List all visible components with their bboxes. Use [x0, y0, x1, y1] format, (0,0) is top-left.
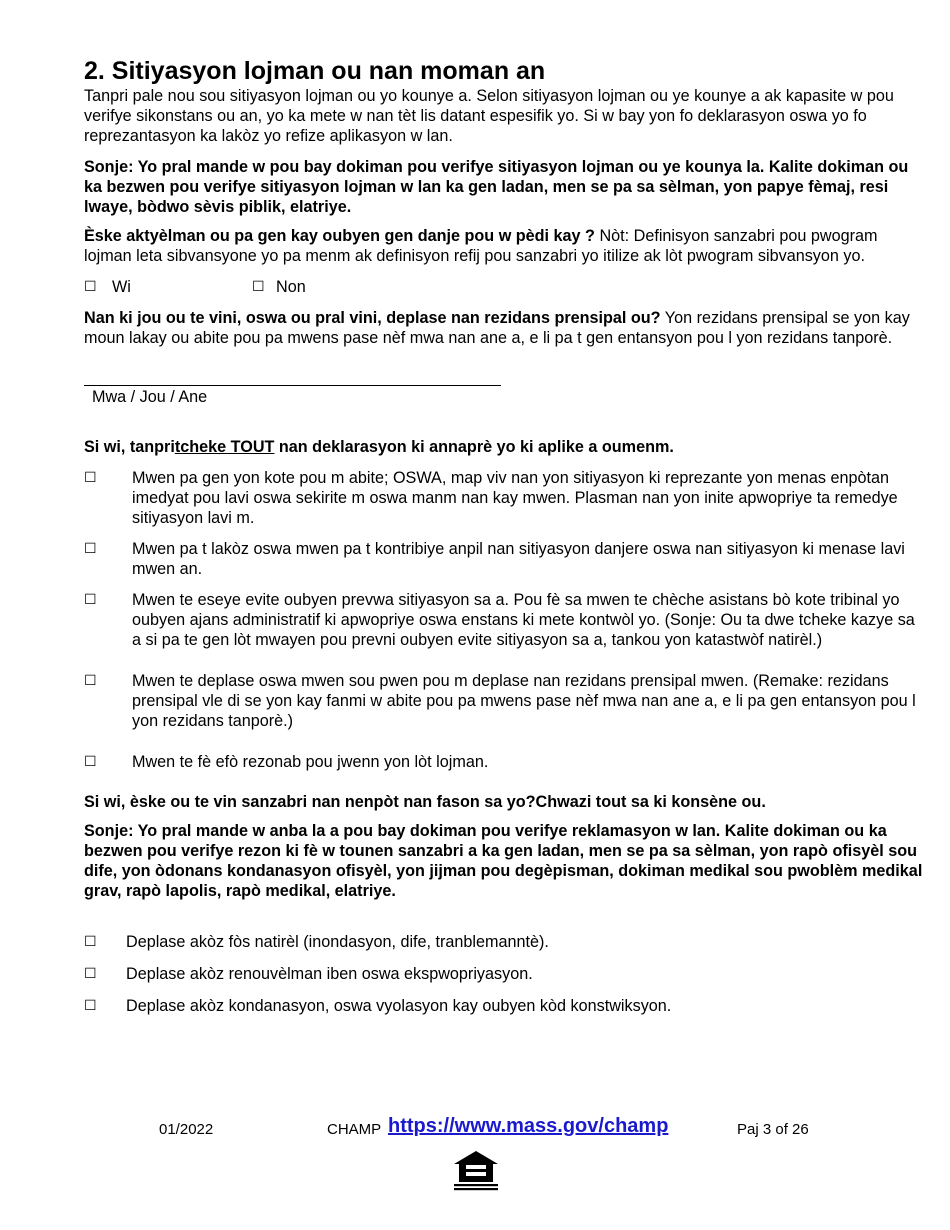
reason-item	[84, 932, 924, 952]
check-suffix: nan deklarasyon ki annaprè yo ki aplike a oumenm.	[274, 438, 674, 456]
equal-housing-opportunity-icon	[452, 1150, 500, 1192]
homeless-question-note: Nòt: Definisyon sanzabri pou pwogram lojman leta sibvansyone yo pa menm ak definisyon refij pou sanzabri yo itilize ak lòt pwogram sibvansyon yo.	[84, 227, 878, 265]
statement-item	[84, 539, 924, 579]
statement-checkbox[interactable]: ☐	[84, 754, 97, 770]
homeless-question-bold: Èske aktyèlman ou pa gen kay oubyen gen danje pou w pèdi kay ?	[84, 227, 595, 245]
reason-checkbox[interactable]: ☐	[84, 998, 97, 1014]
yes-option[interactable]	[84, 277, 252, 297]
homeless-reason-question: Si wi, èske ou te vin sanzabri nan nenpòt nan fason sa yo?Chwazi tout sa ki konsène ou.	[84, 793, 766, 811]
move-date-question-note: Yon rezidans prensipal se yon kay moun lakay ou abite pou pa mwens pase nèf mwa nan ane a, e li pa t gen entansyon pou l yon rezidans tanporè.	[84, 309, 910, 347]
date-input-line[interactable]	[84, 385, 501, 386]
champ-link[interactable]: https://www.mass.gov/champ	[388, 1115, 669, 1137]
statement-text: Mwen te fè efò rezonab pou jwenn yon lòt lojman.	[132, 753, 489, 771]
yes-label: Wi	[112, 278, 131, 296]
reason-text: Deplase akòz fòs natirèl (inondasyon, dife, tranblemanntè).	[126, 933, 549, 951]
reason-checkbox[interactable]: ☐	[84, 934, 97, 950]
no-option[interactable]	[252, 277, 306, 297]
no-checkbox[interactable]: ☐	[252, 279, 265, 295]
statement-text: Mwen pa t lakòz oswa mwen pa t kontribiye anpil nan sitiyasyon danjere oswa nan sitiyasyon ki menase lavi mwen an.	[132, 540, 905, 578]
statement-item	[84, 671, 924, 731]
check-all-emphasis: tcheke TOUT	[174, 438, 275, 456]
check-all-instruction	[84, 437, 924, 457]
move-date-question	[84, 308, 924, 348]
statement-checkbox[interactable]: ☐	[84, 541, 97, 557]
statement-item	[84, 468, 924, 528]
no-label: Non	[276, 278, 306, 296]
statement-checkbox[interactable]: ☐	[84, 592, 97, 608]
statement-item	[84, 752, 924, 772]
intro-text: Tanpri pale nou sou sitiyasyon lojman ou yo kounye a. Selon sitiyasyon lojman ou ye kounye a ak kapasite w pou verifye sikonstans ou an, yo ka mete w nan tèt lis datant espesifik yo. Si w bay yon fo deklarasyon oswa yo fo reprezantasyon ka lakòz yo refize aplikasyon w lan.	[84, 87, 894, 145]
check-prefix: Si wi, tanpri	[84, 438, 175, 456]
yes-checkbox[interactable]: ☐	[84, 279, 97, 295]
date-label: Mwa / Jou / Ane	[92, 388, 208, 406]
statement-checkbox[interactable]: ☐	[84, 673, 97, 689]
statement-text: Mwen te deplase oswa mwen sou pwen pou m deplase nan rezidans prensipal mwen. (Remake: rezidans prensipal vle di se yon kay fanmi w abite pou pa mwens pase nèf mwa nan ane a, e li pa gen entansyon pou l yon rezidans tanporè.)	[132, 672, 916, 730]
reason-documentation-note: Sonje: Yo pral mande w anba la a pou bay dokiman pou verifye reklamasyon w lan. Kalite dokiman ou ka bezwen pou verifye rezon ki fè w tounen sanzabri a ka gen ladan, men se pa sa sèlman, yon rapò ofisyèl sou dife, yon òdonans kondanasyon ofisyèl, yon jijman pou degèpisman, dokiman medikal sou pwoblèm medikal grav, rapò lapolis, rapò medikal, elatriye.	[84, 822, 923, 900]
reason-item	[84, 996, 924, 1016]
homeless-question	[84, 226, 924, 266]
yes-no-options	[84, 277, 924, 297]
footer-date: 01/2022	[159, 1121, 214, 1138]
documentation-note: Sonje: Yo pral mande w pou bay dokiman pou verifye sitiyasyon lojman ou ye kounya la. Kalite dokiman ou ka bezwen pou verifye sitiyasyon lojman w lan ka gen ladan, men se pa sa sèlman, yon papye fèmaj, resi lwaye, bòdwo sèvis piblik, elatriye.	[84, 158, 909, 216]
reason-item	[84, 964, 924, 984]
statement-text: Mwen pa gen yon kote pou m abite; OSWA, map viv nan yon sitiyasyon ki reprezante yon menas enpòtan imedyat pou lavi oswa sekirite m oswa manm nan kay mwen. Plasman nan yon inite apwopriye ta remedye sitiyasyon lavi m.	[132, 469, 898, 527]
reason-text: Deplase akòz kondanasyon, oswa vyolasyon kay oubyen kòd konstwiksyon.	[126, 997, 672, 1015]
reason-checkbox[interactable]: ☐	[84, 966, 97, 982]
statement-text: Mwen te eseye evite oubyen prevwa sitiyasyon sa a. Pou fè sa mwen te chèche asistans bò kote tribinal yo oubyen ajans administratif ki apwopriye oswa enstans ki mete kontwòl yo. (Sonje: Ou ta dwe tcheke kazye sa a si pa te gen lòt mwayen pou prevni oubyen evite sitiyasyon sa a, tankou yon katastwòf natirèl.)	[132, 591, 915, 649]
statement-item	[84, 590, 924, 650]
footer-program: CHAMP	[327, 1121, 382, 1138]
page-footer	[0, 1115, 950, 1145]
page-number: Paj 3 of 26	[737, 1121, 809, 1138]
reason-text: Deplase akòz renouvèlman iben oswa ekspwopriyasyon.	[126, 965, 533, 983]
statement-checkbox[interactable]: ☐	[84, 470, 97, 486]
section-title: 2. Sitiyasyon lojman ou nan moman an	[84, 57, 546, 85]
form-page	[84, 56, 924, 1016]
move-date-question-bold: Nan ki jou ou te vini, oswa ou pral vini, deplase nan rezidans prensipal ou?	[84, 309, 661, 327]
